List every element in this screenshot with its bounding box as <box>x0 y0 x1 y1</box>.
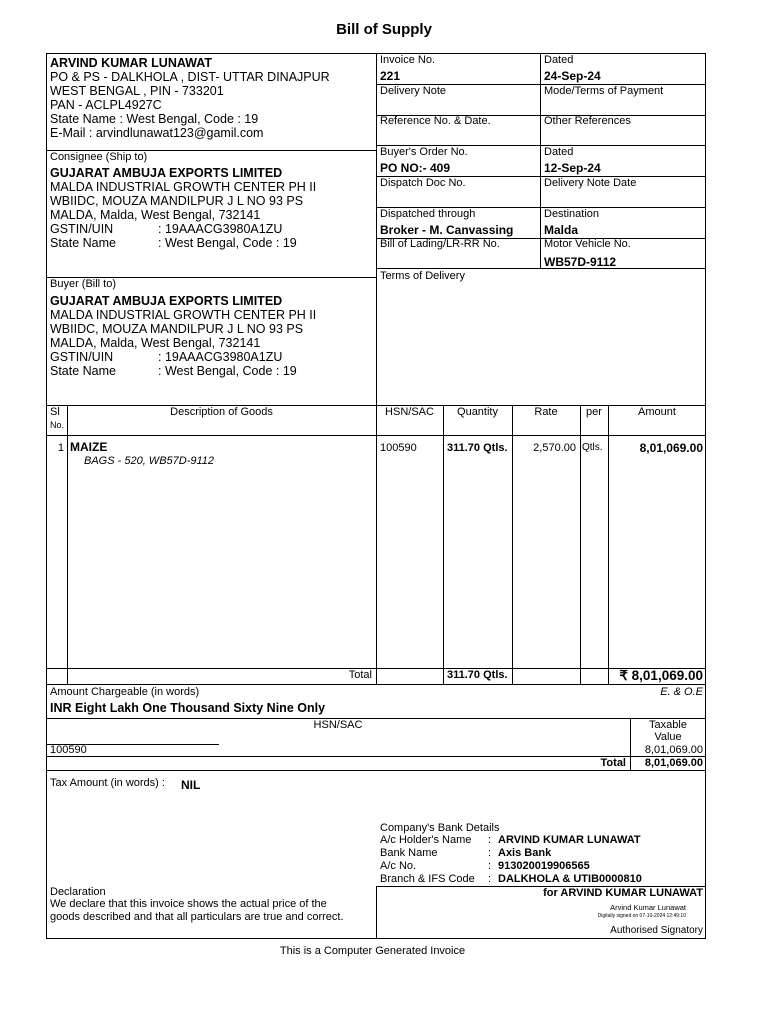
total-label: Total <box>348 669 372 681</box>
declaration-line: We declare that this invoice shows the actual price of the <box>50 898 327 910</box>
terms-of-delivery-label: Terms of Delivery <box>380 270 465 282</box>
summary-total-value: 8,01,069.00 <box>644 757 703 769</box>
items-bottom-rule <box>46 684 706 685</box>
seller-email: E-Mail : arvindlunawat123@gamil.com <box>50 126 264 140</box>
mode-terms-label: Mode/Terms of Payment <box>544 85 664 97</box>
consignee-gstin-value: : 19AAACG3980A1ZU <box>158 222 283 236</box>
dated-value: 24-Sep-24 <box>544 69 601 83</box>
eoe-label: E. & O.E <box>660 686 703 698</box>
invoice-no-value: 221 <box>380 69 401 83</box>
item-per: Qtls. <box>582 442 603 453</box>
bill-of-lading-label: Bill of Lading/LR-RR No. <box>380 238 500 250</box>
item-sl: 1 <box>57 442 64 454</box>
col-per: per <box>586 406 602 418</box>
consignee-heading: Consignee (Ship to) <box>50 151 148 163</box>
summary-bottom-rule <box>46 770 706 771</box>
motor-vehicle-value: WB57D-9112 <box>544 255 617 269</box>
footer-note: This is a Computer Generated Invoice <box>279 945 466 957</box>
bank-name-label: Bank Name <box>380 847 438 859</box>
signature-name: Arvind Kumar Lunawat <box>610 903 686 912</box>
items-col-rule <box>580 405 581 684</box>
col-rate: Rate <box>534 406 558 418</box>
total-amount: ₹ 8,01,069.00 <box>619 668 703 683</box>
summary-taxable-header: Taxable <box>649 719 687 731</box>
destination-value: Malda <box>544 223 579 237</box>
consignee-name: GUJARAT AMBUJA EXPORTS LIMITED <box>50 166 283 180</box>
buyer-gstin-value: : 19AAACG3980A1ZU <box>158 350 283 364</box>
bank-colon: : <box>488 860 492 872</box>
document-title: Bill of Supply <box>336 21 432 38</box>
bank-heading: Company's Bank Details <box>380 822 500 834</box>
items-col-rule <box>376 405 377 684</box>
summary-total-label: Total <box>600 757 626 769</box>
bank-holder-label: A/c Holder's Name <box>380 834 472 846</box>
dated-label: Dated <box>544 54 574 66</box>
items-col-rule <box>67 405 68 684</box>
summary-hsn-header: HSN/SAC <box>313 719 363 731</box>
seller-address-line: PO & PS - DALKHOLA , DIST- UTTAR DINAJPUR <box>50 70 330 84</box>
col-description: Description of Goods <box>170 406 273 418</box>
bank-holder-value: ARVIND KUMAR LUNAWAT <box>498 834 641 846</box>
amount-words-label: Amount Chargeable (in words) <box>50 686 200 698</box>
item-hsn: 100590 <box>380 442 417 454</box>
order-dated-label: Dated <box>544 146 574 158</box>
amount-words-value: INR Eight Lakh One Thousand Sixty Nine Only <box>50 701 326 715</box>
summary-row-hsn: 100590 <box>50 744 87 756</box>
dispatched-through-label: Dispatched through <box>380 208 476 220</box>
header-divider <box>376 53 377 405</box>
bank-branch-value: DALKHOLA & UTIB0000810 <box>498 873 642 885</box>
items-col-rule <box>443 405 444 684</box>
declaration-heading: Declaration <box>50 886 106 898</box>
bank-branch-label: Branch & IFS Code <box>380 873 475 885</box>
motor-vehicle-label: Motor Vehicle No. <box>544 238 631 250</box>
bank-colon: : <box>488 873 492 885</box>
summary-top-rule <box>46 718 706 719</box>
buyer-heading: Buyer (Bill to) <box>50 278 117 290</box>
buyer-state-label: State Name <box>50 364 117 378</box>
consignee-state-value: : West Bengal, Code : 19 <box>158 236 297 250</box>
buyer-state-value: : West Bengal, Code : 19 <box>158 364 297 378</box>
seller-address-line: WEST BENGAL , PIN - 733201 <box>50 84 224 98</box>
bank-colon: : <box>488 847 492 859</box>
item-description: MAIZE <box>70 440 108 454</box>
col-sl-no: No. <box>50 420 65 430</box>
col-hsn: HSN/SAC <box>385 406 434 418</box>
buyer-name: GUJARAT AMBUJA EXPORTS LIMITED <box>50 294 283 308</box>
item-rate: 2,570.00 <box>533 442 576 454</box>
declaration-line: goods described and that all particulars are true and correct. <box>50 911 344 923</box>
col-sl: Sl <box>50 406 60 418</box>
seller-name: ARVIND KUMAR LUNAWAT <box>50 56 213 70</box>
other-references-label: Other References <box>544 115 631 127</box>
buyer-address-line: WBIIDC, MOUZA MANDILPUR J L NO 93 PS <box>50 322 304 336</box>
authorised-signatory: Authorised Signatory <box>610 925 703 936</box>
bank-ac-value: 913020019906565 <box>498 860 590 872</box>
tax-words-label: Tax Amount (in words) : <box>50 777 165 789</box>
bank-ac-label: A/c No. <box>380 860 417 872</box>
reference-label: Reference No. & Date. <box>380 115 491 127</box>
item-amount: 8,01,069.00 <box>639 441 703 455</box>
dispatch-doc-label: Dispatch Doc No. <box>380 177 466 189</box>
col-quantity: Quantity <box>457 406 498 418</box>
item-quantity: 311.70 Qtls. <box>447 442 508 454</box>
destination-label: Destination <box>544 208 600 220</box>
consignee-address-line: MALDA, Malda, West Bengal, 732141 <box>50 208 261 222</box>
buyer-gstin-label: GSTIN/UIN <box>50 350 114 364</box>
seller-state: State Name : West Bengal, Code : 19 <box>50 112 259 126</box>
summary-row-value: 8,01,069.00 <box>644 744 703 756</box>
buyer-address-line: MALDA INDUSTRIAL GROWTH CENTER PH II <box>50 308 317 322</box>
delivery-note-label: Delivery Note <box>380 85 447 97</box>
consignee-gstin-label: GSTIN/UIN <box>50 222 114 236</box>
summary-value-header: Value <box>654 731 682 743</box>
buyers-order-label: Buyer's Order No. <box>380 146 468 158</box>
signature-for-line: for ARVIND KUMAR LUNAWAT <box>543 887 703 899</box>
delivery-note-date-label: Delivery Note Date <box>544 177 637 189</box>
tax-words-value: NIL <box>181 778 201 792</box>
order-dated-value: 12-Sep-24 <box>544 161 601 175</box>
buyer-address-line: MALDA, Malda, West Bengal, 732141 <box>50 336 261 350</box>
dispatched-through-value: Broker - M. Canvassing <box>380 223 514 237</box>
consignee-address-line: WBIIDC, MOUZA MANDILPUR J L NO 93 PS <box>50 194 304 208</box>
bank-colon: : <box>488 834 492 846</box>
meta-divider <box>540 53 541 268</box>
meta-rule <box>376 268 706 269</box>
col-amount: Amount <box>638 406 676 418</box>
total-quantity: 311.70 Qtls. <box>447 669 508 681</box>
consignee-address-line: MALDA INDUSTRIAL GROWTH CENTER PH II <box>50 180 317 194</box>
buyers-order-value: PO NO:- 409 <box>380 161 451 175</box>
invoice-no-label: Invoice No. <box>380 54 436 66</box>
consignee-state-label: State Name <box>50 236 117 250</box>
item-sub-description: BAGS - 520, WB57D-9112 <box>84 455 215 467</box>
bank-name-value: Axis Bank <box>498 847 552 859</box>
signature-digital-note: Digitally signed on 07-10-2024 12:49:10 <box>597 913 686 919</box>
seller-pan: PAN - ACLPL4927C <box>50 98 162 112</box>
